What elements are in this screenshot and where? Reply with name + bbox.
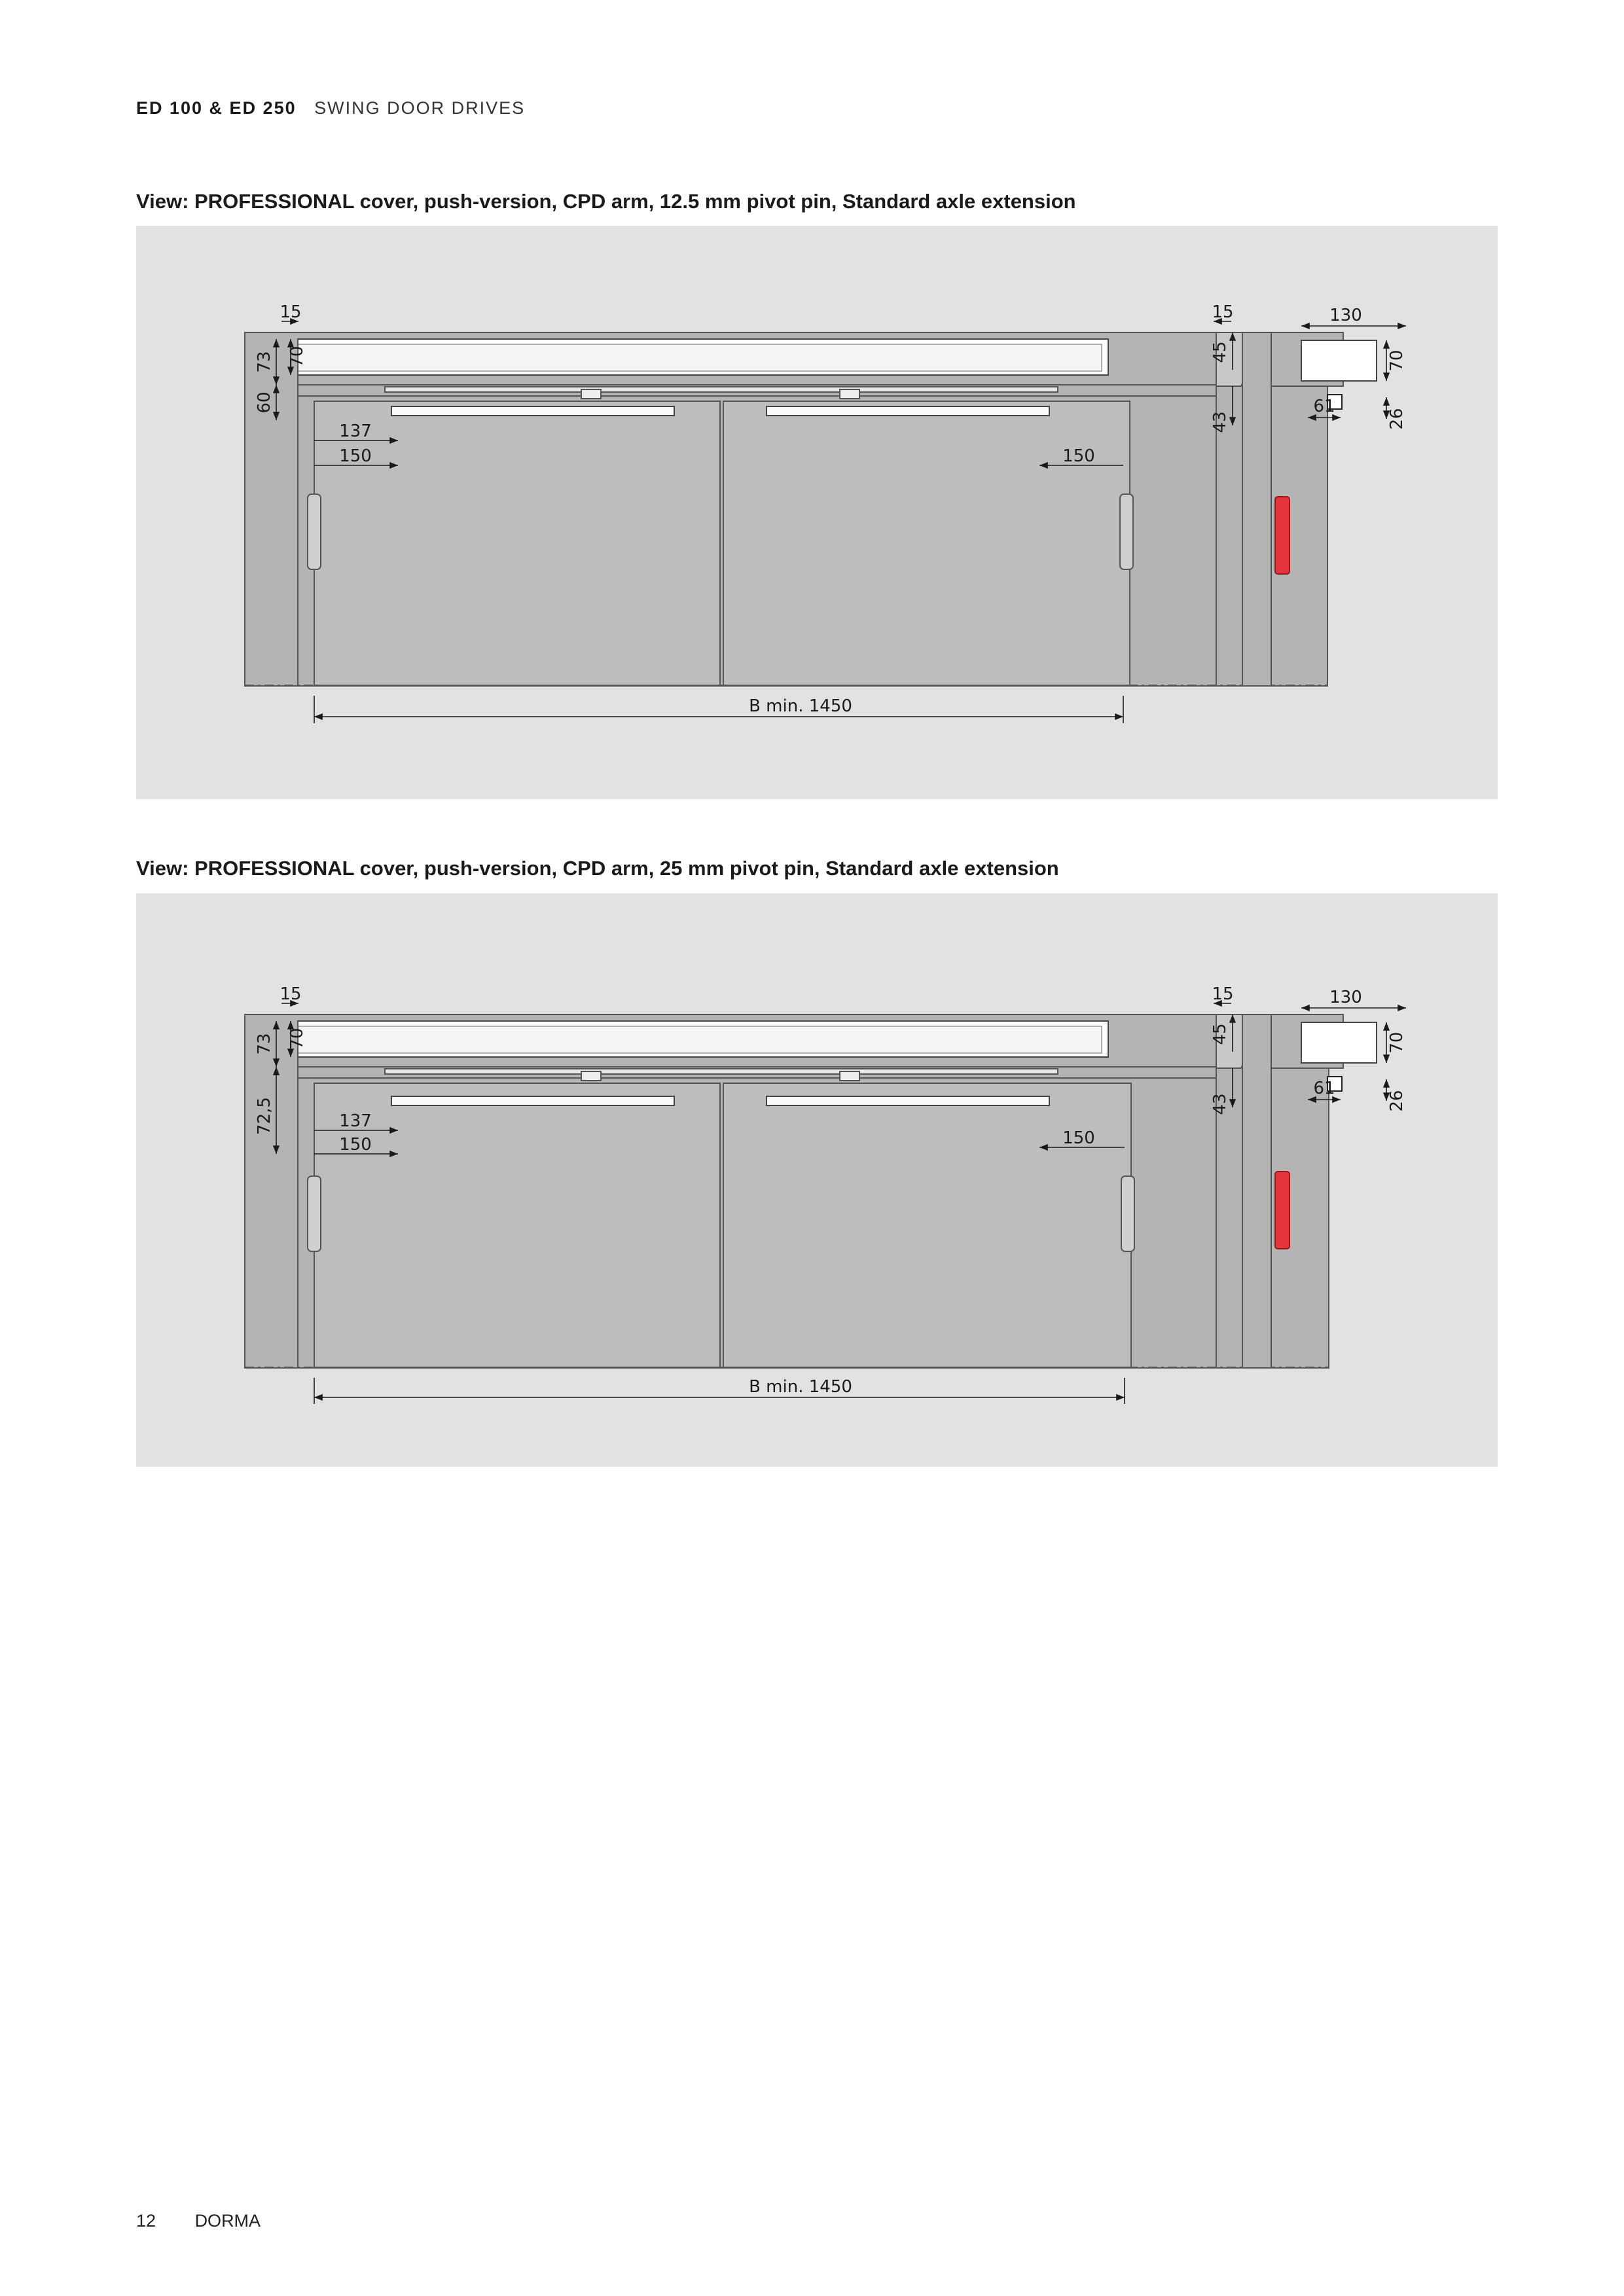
dim-right-15: 15 (1212, 302, 1234, 322)
side-dim-130: 130 (1329, 306, 1362, 325)
dim-width: B min. 1450 (749, 1377, 852, 1397)
dim-137: 137 (339, 422, 372, 441)
dim-right-15: 15 (1212, 984, 1234, 1004)
side-dim-43: 43 (1210, 1093, 1230, 1115)
side-dim-61: 61 (1313, 1079, 1335, 1098)
side-dim-45: 45 (1210, 1023, 1230, 1045)
dim-70: 70 (287, 1028, 307, 1050)
dim-70: 70 (287, 346, 307, 368)
section-name: SWING DOOR DRIVES (314, 98, 526, 118)
view-title-1: View: PROFESSIONAL cover, push-version, CPD arm, 12.5 mm pivot pin, Standard axle extension (136, 190, 1076, 213)
dim-150-right: 150 (1062, 1128, 1095, 1148)
dim-lower: 60 (255, 391, 274, 414)
page-number: 12 (136, 2211, 156, 2231)
dim-lower: 72,5 (255, 1097, 274, 1135)
technical-drawing-2 (136, 893, 1498, 1467)
page-footer (136, 2211, 261, 2231)
side-dim-43: 43 (1210, 411, 1230, 433)
technical-drawing-1 (136, 226, 1498, 799)
drawing-panel-2 (136, 893, 1498, 1467)
footer-brand: DORMA (194, 2211, 261, 2231)
dim-73: 73 (255, 1033, 274, 1055)
front-elevation (245, 332, 1327, 686)
view-title-2: View: PROFESSIONAL cover, push-version, CPD arm, 25 mm pivot pin, Standard axle extension (136, 857, 1059, 880)
dim-73: 73 (255, 351, 274, 373)
dim-137: 137 (339, 1111, 372, 1131)
side-dim-70: 70 (1387, 1031, 1407, 1054)
front-elevation (245, 1014, 1329, 1368)
side-dim-45: 45 (1210, 341, 1230, 363)
dim-left-15: 15 (280, 302, 302, 322)
page-header (136, 98, 525, 118)
dim-left-15: 15 (280, 984, 302, 1004)
side-dim-70: 70 (1387, 350, 1407, 372)
dim-150-left: 150 (339, 1135, 372, 1155)
side-dim-61: 61 (1313, 397, 1335, 416)
side-dim-26: 26 (1387, 408, 1407, 430)
drawing-panel-1 (136, 226, 1498, 799)
dim-width: B min. 1450 (749, 696, 852, 716)
product-name: ED 100 & ED 250 (136, 98, 297, 118)
side-dim-26: 26 (1387, 1090, 1407, 1112)
dim-150-left: 150 (339, 446, 372, 466)
side-dim-130: 130 (1329, 988, 1362, 1007)
dim-150-right: 150 (1062, 446, 1095, 466)
